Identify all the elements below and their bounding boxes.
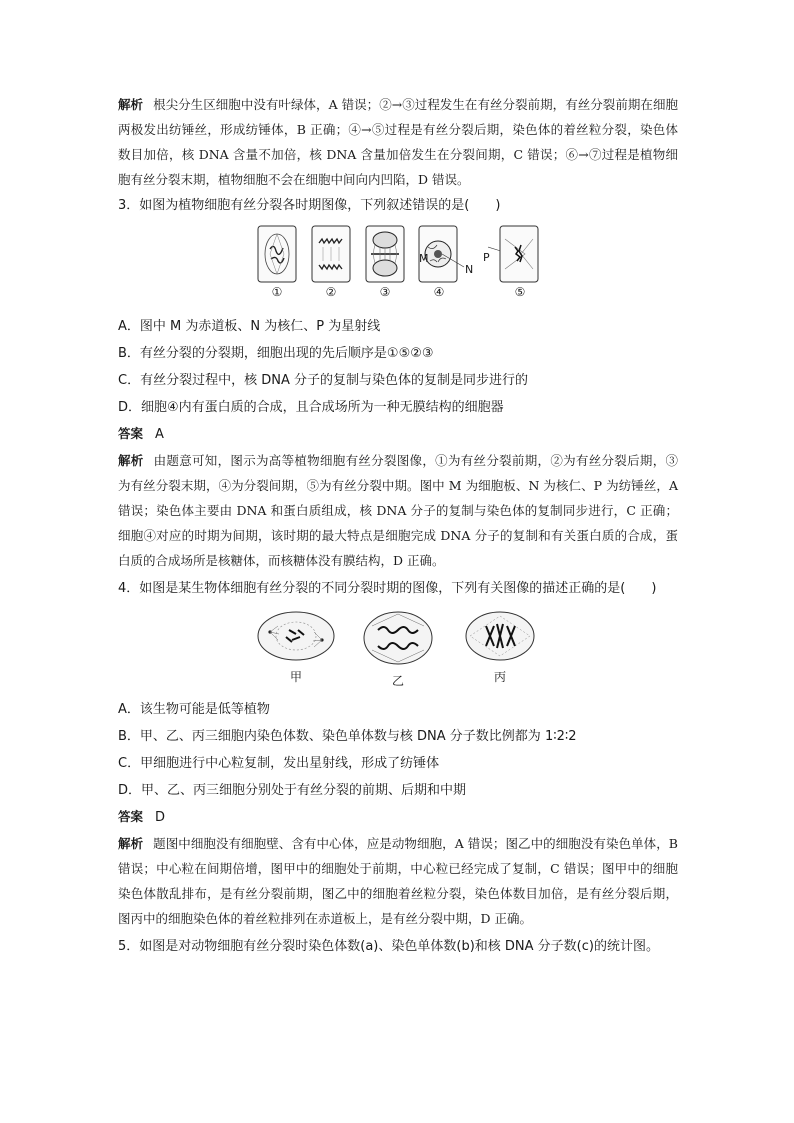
- intro-analysis: [118, 92, 678, 192]
- answer-value: A: [155, 427, 164, 442]
- analysis-label: 解析: [118, 453, 144, 468]
- question-3-answer: [118, 421, 678, 448]
- cell-image-4: [418, 225, 476, 309]
- figure-label-5: ⑤: [514, 285, 526, 299]
- question-4-answer: [118, 804, 678, 831]
- figure-label-bing: 丙: [493, 670, 506, 684]
- cell-image-5: [488, 225, 540, 309]
- question-3-option-d: D．细胞④内有蛋白质的合成，且合成场所为一种无膜结构的细胞器: [118, 400, 504, 415]
- question-4-analysis: [118, 831, 678, 931]
- marker-m: M: [419, 252, 429, 265]
- cell-image-3: [364, 225, 406, 309]
- marker-n: N: [465, 263, 474, 276]
- answer-label: 答案: [118, 809, 144, 824]
- question-3-stem: 3．如图为植物细胞有丝分裂各时期图像，下列叙述错误的是( ): [118, 198, 501, 213]
- figure-label-3: ③: [379, 285, 391, 299]
- question-5-stem: 5．如图是对动物细胞有丝分裂时染色体数(a)、染色单体数(b)和核 DNA 分子数(c)的统计图。: [118, 939, 659, 954]
- figure-label-4: ④: [433, 285, 445, 299]
- figure-label-2: ②: [325, 285, 337, 299]
- question-4-option-d: D．甲、乙、丙三细胞分别处于有丝分裂的前期、后期和中期: [118, 783, 467, 798]
- worksheet-page: [118, 92, 678, 960]
- question-4-option-a: A．该生物可能是低等植物: [118, 702, 270, 717]
- cell-image-bing: [459, 610, 541, 690]
- question-4-option-b: B．甲、乙、丙三细胞内染色体数、染色单体数与核 DNA 分子数比例都为 1∶2∶2: [118, 729, 577, 744]
- cell-image-jia: [255, 610, 337, 690]
- cell-image-1: [256, 225, 298, 309]
- figure-label-yi: 乙: [391, 674, 404, 688]
- analysis-label: 解析: [118, 97, 144, 112]
- marker-p: P: [483, 251, 490, 264]
- question-4-stem: 4．如图是某生物体细胞有丝分裂的不同分裂时期的图像，下列有关图像的描述正确的是( ): [118, 581, 657, 596]
- question-4-figure: [118, 610, 678, 690]
- analysis-label: 解析: [118, 836, 144, 851]
- question-3-option-a: A．图中 M 为赤道板、N 为核仁、P 为星射线: [118, 319, 381, 334]
- answer-label: 答案: [118, 426, 144, 441]
- analysis-text: 由题意可知，图示为高等植物细胞有丝分裂图像，①为有丝分裂前期，②为有丝分裂后期，③为有丝分裂末期，④为分裂间期，⑤为有丝分裂中期。图中 M 为细胞板、N 为核仁、P 为纺锤丝，A 错误；染色体主要由 DNA 和蛋白质组成，核 DNA 分子的复制与染色体的复制同步进行，C 正确；细胞④对应的时期为间期，该时期的最大特点是细胞完成 DNA 分子的复制和有关蛋白质的合成，蛋白质的合成场所是核糖体，而核糖体没有膜结构，D 正确。: [118, 453, 678, 568]
- cell-image-yi: [357, 610, 439, 690]
- analysis-text: 题图中细胞没有细胞壁、含有中心体，应是动物细胞，A 错误；图乙中的细胞没有染色单体，B 错误；中心粒在间期倍增，图甲中的细胞处于前期，中心粒已经完成了复制，C 错误；图甲中的细胞染色体散乱排布，是有丝分裂前期，图乙中的细胞着丝粒分裂，染色体数目加倍，是有丝分裂后期，图丙中的细胞染色体的着丝粒排列在赤道板上，是有丝分裂中期，D 正确。: [118, 836, 678, 926]
- answer-value: D: [155, 810, 166, 825]
- question-4-option-c: C．甲细胞进行中心粒复制，发出星射线，形成了纺锤体: [118, 756, 440, 771]
- question-3-analysis: [118, 448, 678, 573]
- question-3-option-c: C．有丝分裂过程中，核 DNA 分子的复制与染色体的复制是同步进行的: [118, 373, 528, 388]
- question-3-figure: [118, 225, 678, 309]
- analysis-text: 根尖分生区细胞中没有叶绿体，A 错误；②→③过程发生在有丝分裂前期，有丝分裂前期在细胞两极发出纺锤丝，形成纺锤体，B 正确；④→⑤过程是有丝分裂后期，染色体的着丝粒分裂，染色体数目加倍，核 DNA 含量不加倍，核 DNA 含量加倍发生在分裂间期，C 错误；⑥→⑦过程是植物细胞有丝分裂末期，植物细胞不会在细胞中间向内凹陷，D 错误。: [118, 97, 678, 187]
- figure-label-1: ①: [271, 285, 283, 299]
- question-3-option-b: B．有丝分裂的分裂期，细胞出现的先后顺序是①⑤②③: [118, 346, 434, 361]
- figure-label-jia: 甲: [289, 670, 302, 684]
- cell-image-2: [310, 225, 352, 309]
